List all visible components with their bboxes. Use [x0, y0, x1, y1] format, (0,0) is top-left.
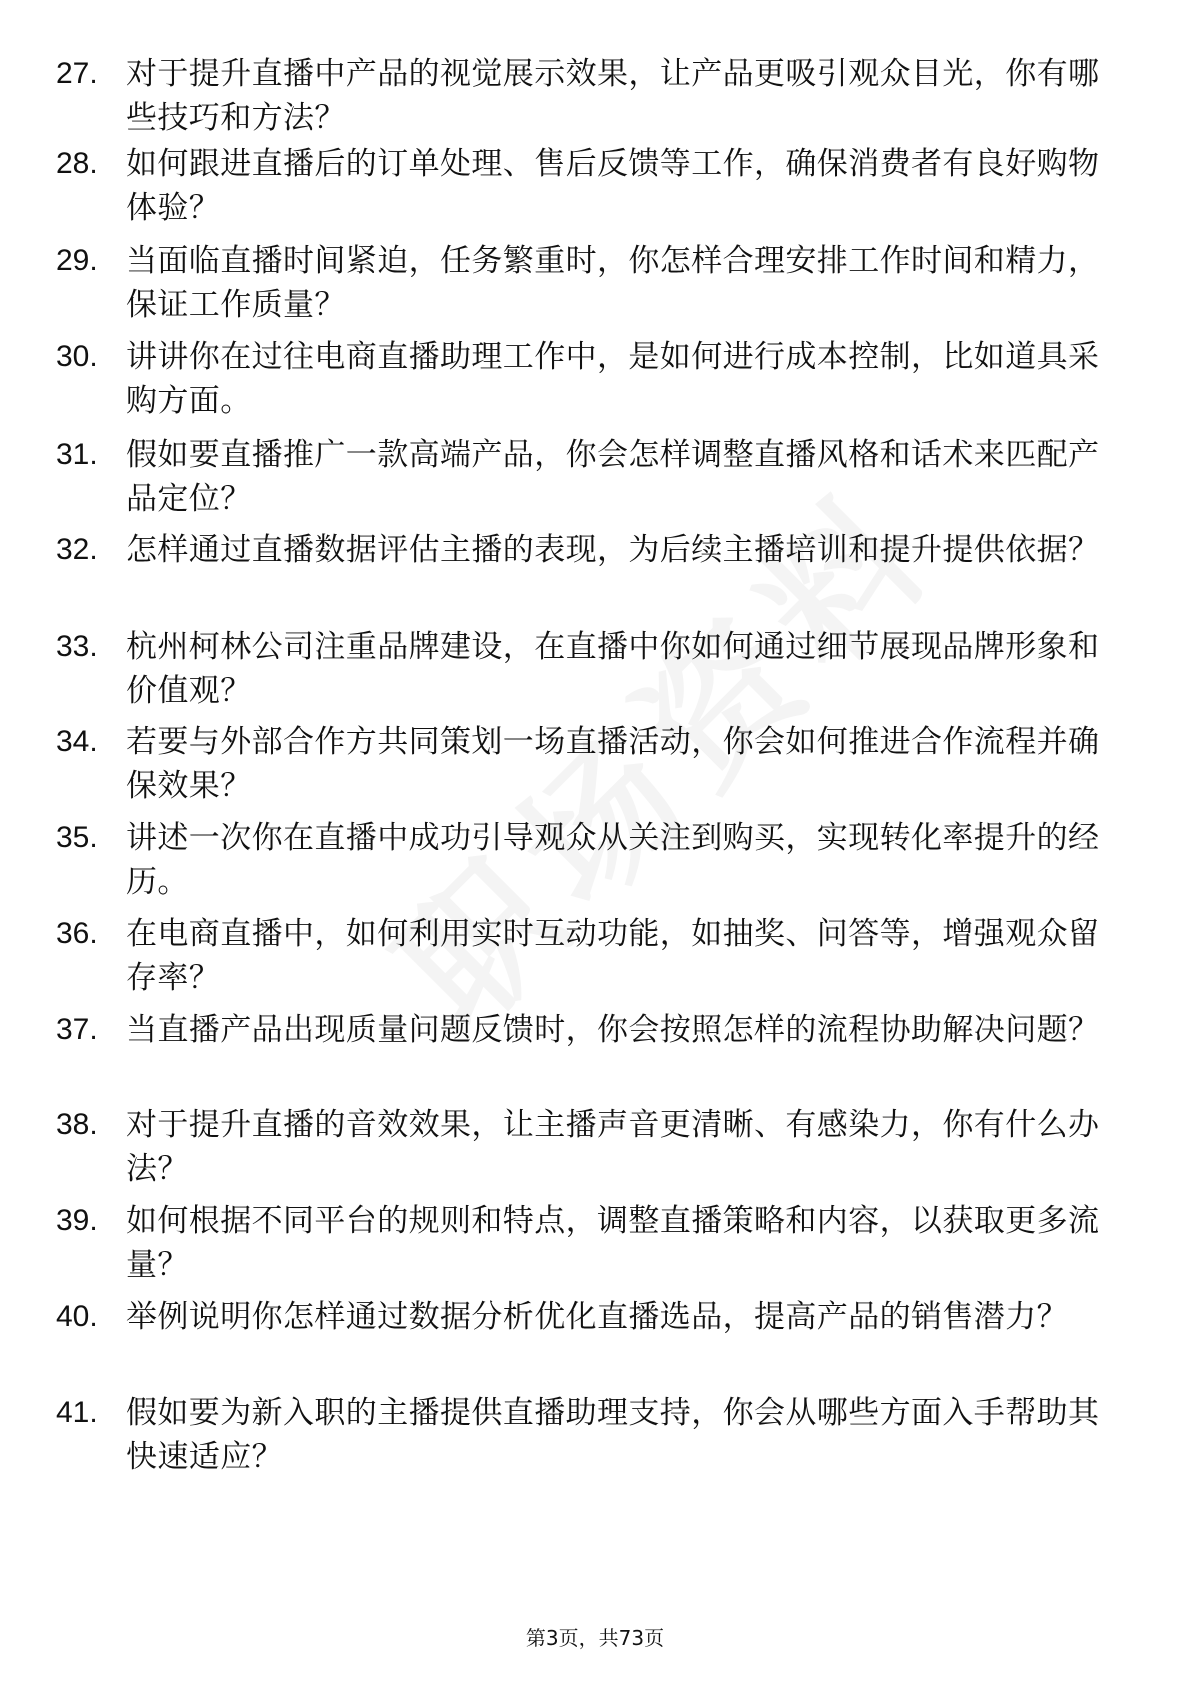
question-item: [0, 239, 1190, 339]
question-item: [0, 142, 1190, 242]
question-item: [0, 433, 1190, 533]
question-text: 当直播产品出现质量问题反馈时，你会按照怎样的流程协助解决问题？: [126, 1012, 1100, 1048]
page-footer: 第3页，共73页: [525, 1626, 665, 1650]
question-number: 34.: [56, 725, 98, 758]
question-text: 在电商直播中，如何利用实时互动功能，如抽奖、问答等，增强观众留存率？: [126, 916, 1100, 996]
question-text: 讲讲你在过往电商直播助理工作中，是如何进行成本控制，比如道具采购方面。: [126, 339, 1100, 419]
question-text: 杭州柯林公司注重品牌建设，在直播中你如何通过细节展现品牌形象和价值观？: [126, 629, 1100, 709]
question-text: 如何跟进直播后的订单处理、售后反馈等工作，确保消费者有良好购物体验？: [126, 146, 1100, 226]
question-item: [0, 1008, 1190, 1108]
question-text: 当面临直播时间紧迫，任务繁重时，你怎样合理安排工作时间和精力，保证工作质量？: [126, 243, 1100, 323]
question-item: [0, 912, 1190, 1012]
question-text: 讲述一次你在直播中成功引导观众从关注到购买，实现转化率提升的经历。: [126, 820, 1100, 900]
question-number: 41.: [56, 1396, 98, 1429]
question-item: [0, 720, 1190, 820]
question-item: [0, 1103, 1190, 1203]
question-number: 30.: [56, 340, 98, 373]
question-number: 27.: [56, 57, 98, 90]
question-text: 假如要直播推广一款高端产品，你会怎样调整直播风格和话术来匹配产品定位？: [126, 437, 1100, 517]
question-number: 29.: [56, 244, 98, 277]
question-text: 对于提升直播的音效效果，让主播声音更清晰、有感染力，你有什么办法？: [126, 1107, 1100, 1187]
question-number: 31.: [56, 438, 98, 471]
question-text: 怎样通过直播数据评估主播的表现，为后续主播培训和提升提供依据？: [126, 532, 1100, 568]
question-item: [0, 528, 1190, 628]
question-number: 38.: [56, 1108, 98, 1141]
question-item: [0, 1391, 1190, 1491]
question-item: [0, 625, 1190, 725]
question-item: [0, 335, 1190, 435]
question-text: 若要与外部合作方共同策划一场直播活动，你会如何推进合作流程并确保效果？: [126, 724, 1100, 804]
question-text: 举例说明你怎样通过数据分析优化直播选品，提高产品的销售潜力？: [126, 1299, 1068, 1335]
question-number: 37.: [56, 1013, 98, 1046]
question-number: 36.: [56, 917, 98, 950]
question-item: [0, 1199, 1190, 1299]
question-number: 35.: [56, 821, 98, 854]
question-item: [0, 1295, 1190, 1395]
question-number: 32.: [56, 533, 98, 566]
question-text: 假如要为新入职的主播提供直播助理支持，你会从哪些方面入手帮助其快速适应？: [126, 1395, 1100, 1475]
question-number: 28.: [56, 147, 98, 180]
question-number: 40.: [56, 1300, 98, 1333]
question-text: 如何根据不同平台的规则和特点，调整直播策略和内容，以获取更多流量？: [126, 1203, 1100, 1283]
question-text: 对于提升直播中产品的视觉展示效果，让产品更吸引观众目光，你有哪些技巧和方法？: [126, 56, 1100, 136]
question-item: [0, 52, 1190, 152]
question-number: 39.: [56, 1204, 98, 1237]
question-number: 33.: [56, 630, 98, 663]
question-item: [0, 816, 1190, 916]
